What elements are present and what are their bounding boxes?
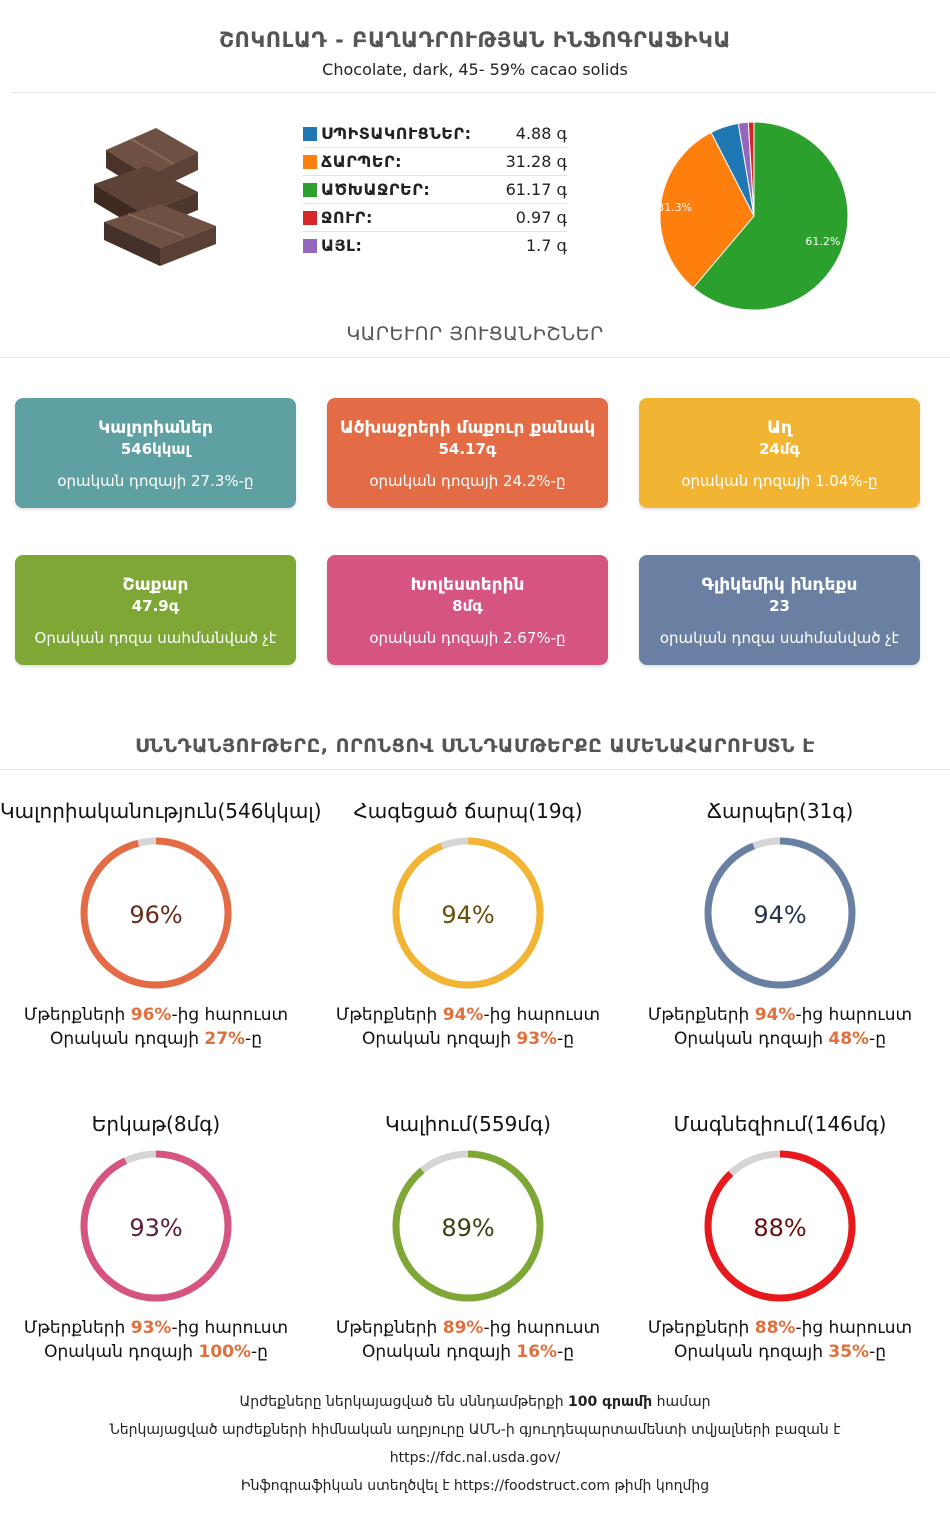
- ring-percent: 94%: [441, 901, 495, 929]
- card-sugar: [15, 555, 296, 665]
- ring-daily-line: Օրական դոզայի 27%-ը: [49, 1029, 263, 1049]
- ring-potassium: [312, 1112, 624, 1362]
- ring-calories: [0, 799, 322, 1049]
- legend-swatch-protein: [303, 127, 317, 141]
- ring-daily-line: Օրական դոզայի 93%-ը: [361, 1029, 575, 1049]
- legend-swatch-carbs: [303, 183, 317, 197]
- card-calories: [15, 398, 296, 508]
- section-title-nutrients: ՍՆՆԴԱՆՅՈՒԹԵՐԸ, ՈՐՈՆՑՈՎ ՍՆՆԴԱՄԹԵՐՔԸ ԱՄԵՆԱՀԱՐՈՒՍՏՆ Է: [135, 735, 815, 757]
- page-title: ՇՈԿՈԼԱԴ - ԲԱՂԱԴՐՈՒԹՅԱՆ ԻՆՖՈԳՐԱՖԻԿԱ: [219, 28, 731, 52]
- card-cholesterol: [327, 555, 608, 665]
- card-name: Շաքար: [122, 575, 189, 595]
- pie-data-label: 61.2%: [805, 235, 841, 249]
- card-name: Խոլեստերին: [410, 575, 525, 595]
- ring-percent: 94%: [753, 901, 807, 929]
- footer-per-100g: Արժեքները ներկայացված են սննդամթերքի 100 գրամի համար: [239, 1394, 711, 1410]
- card-value: 546կկալ: [120, 440, 191, 458]
- ring-title: Մագնեզիում(146մգ): [673, 1112, 887, 1136]
- footer-source-link[interactable]: https://fdc.nal.usda.gov/: [389, 1450, 561, 1466]
- ring-percent: 89%: [441, 1214, 495, 1242]
- card-net-carbs: [327, 398, 608, 508]
- card-value: 54.17գ: [438, 440, 497, 458]
- card-note: օրական դոզայի 2.67%-ը: [369, 629, 566, 647]
- ring-rank-line: Մթերքների 93%-ից հարուստ: [23, 1318, 289, 1338]
- composition-value: 4.88 գ: [515, 124, 567, 143]
- composition-label: ԱՅԼ:: [321, 236, 363, 255]
- section-title-key-features: ԿԱՐԵՒՈՐ ՅՈՒՑԱՆԻՇՆԵՐ: [346, 323, 604, 345]
- ring-rank-line: Մթերքների 89%-ից հարուստ: [335, 1318, 601, 1338]
- composition-label: ՃԱՐՊԵՐ:: [321, 152, 403, 171]
- ring-chart: [76, 833, 236, 993]
- ring-title: Կալորիականություն(546կկալ): [0, 799, 322, 823]
- ring-daily-line: Օրական դոզայի 48%-ը: [673, 1029, 887, 1049]
- card-note: օրական դոզայի 27.3%-ը: [57, 472, 254, 490]
- ring-percent: 88%: [753, 1214, 807, 1242]
- foodstruct-link[interactable]: https://foodstruct.com: [453, 1478, 610, 1494]
- divider: [12, 92, 936, 93]
- ring-iron: [0, 1112, 312, 1362]
- composition-row: [303, 176, 567, 204]
- footer-credit: Ինֆոգրաֆիկան ստեղծվել է https://foodstruct.com թիմի կողմից: [240, 1478, 710, 1494]
- ring-saturated-fat: [312, 799, 624, 1049]
- legend-swatch-fat: [303, 155, 317, 169]
- card-note: Օրական դոզա սահմանված չէ: [34, 629, 277, 647]
- card-value: 8մգ: [452, 597, 483, 615]
- composition-row: [303, 120, 567, 148]
- composition-value: 0.97 գ: [515, 208, 567, 227]
- ring-chart: [388, 833, 548, 993]
- ring-chart: [388, 1146, 548, 1306]
- card-note: օրական դոզայի 1.04%-ը: [681, 472, 878, 490]
- composition-value: 61.17 գ: [505, 180, 567, 199]
- composition-label: ԱԾԽԱՋՐԵՐ:: [321, 180, 431, 199]
- card-value: 47.9գ: [131, 597, 180, 615]
- card-value: 24մգ: [758, 440, 801, 458]
- composition-row: [303, 148, 567, 176]
- ring-chart: [700, 1146, 860, 1306]
- card-name: Գլիկեմիկ ինդեքս: [701, 575, 858, 595]
- ring-rank-line: Մթերքների 88%-ից հարուստ: [647, 1318, 913, 1338]
- ring-title: Երկաթ(8մգ): [91, 1112, 221, 1136]
- card-note: օրական դոզայի 24.2%-ը: [369, 472, 566, 490]
- composition-row: [303, 232, 567, 259]
- ring-rank-line: Մթերքների 96%-ից հարուստ: [23, 1005, 289, 1025]
- ring-title: Ճարպեր(31գ): [706, 799, 854, 823]
- ring-daily-line: Օրական դոզայի 16%-ը: [361, 1342, 575, 1362]
- divider: [0, 769, 950, 770]
- card-value: 23: [769, 597, 790, 615]
- ring-percent: 96%: [129, 901, 183, 929]
- ring-fat: [624, 799, 936, 1049]
- ring-daily-line: Օրական դոզայի 35%-ը: [673, 1342, 887, 1362]
- ring-rank-line: Մթերքների 94%-ից հարուստ: [647, 1005, 913, 1025]
- divider: [0, 357, 950, 358]
- card-glycemic-index: [639, 555, 920, 665]
- legend-swatch-other: [303, 239, 317, 253]
- ring-rank-line: Մթերքների 94%-ից հարուստ: [335, 1005, 601, 1025]
- page-subtitle: Chocolate, dark, 45- 59% cacao solids: [322, 60, 628, 79]
- card-salt: [639, 398, 920, 508]
- card-name: Կալորիաներ: [98, 418, 213, 438]
- chocolate-image: [86, 122, 226, 272]
- composition-label: ՋՈՒՐ:: [321, 208, 373, 227]
- ring-percent: 93%: [129, 1214, 183, 1242]
- ring-title: Կալիում(559մգ): [385, 1112, 551, 1136]
- ring-title: Հագեցած ճարպ(19գ): [353, 799, 583, 823]
- composition-row: [303, 204, 567, 232]
- ring-chart: [76, 1146, 236, 1306]
- card-name: Ածխաջրերի մաքուր քանակ: [339, 418, 596, 438]
- ring-chart: [700, 833, 860, 993]
- card-note: օրական դոզա սահմանված չէ: [659, 629, 900, 647]
- legend-swatch-water: [303, 211, 317, 225]
- composition-value: 1.7 գ: [525, 236, 567, 255]
- composition-table: [303, 120, 567, 259]
- pie-data-label: 31.3%: [657, 200, 693, 214]
- composition-label: ՍՊԻՏԱԿՈՒՑՆԵՐ:: [321, 124, 472, 143]
- composition-pie-chart: [656, 118, 852, 314]
- ring-daily-line: Օրական դոզայի 100%-ը: [44, 1342, 268, 1362]
- composition-value: 31.28 գ: [505, 152, 567, 171]
- card-name: Աղ: [767, 418, 792, 438]
- footer-source: Ներկայացված արժեքների հիմնական աղբյուրը ԱՄՆ-ի գյուղդեպարտամենտի տվյալների բազան է: [109, 1422, 841, 1438]
- ring-magnesium: [624, 1112, 936, 1362]
